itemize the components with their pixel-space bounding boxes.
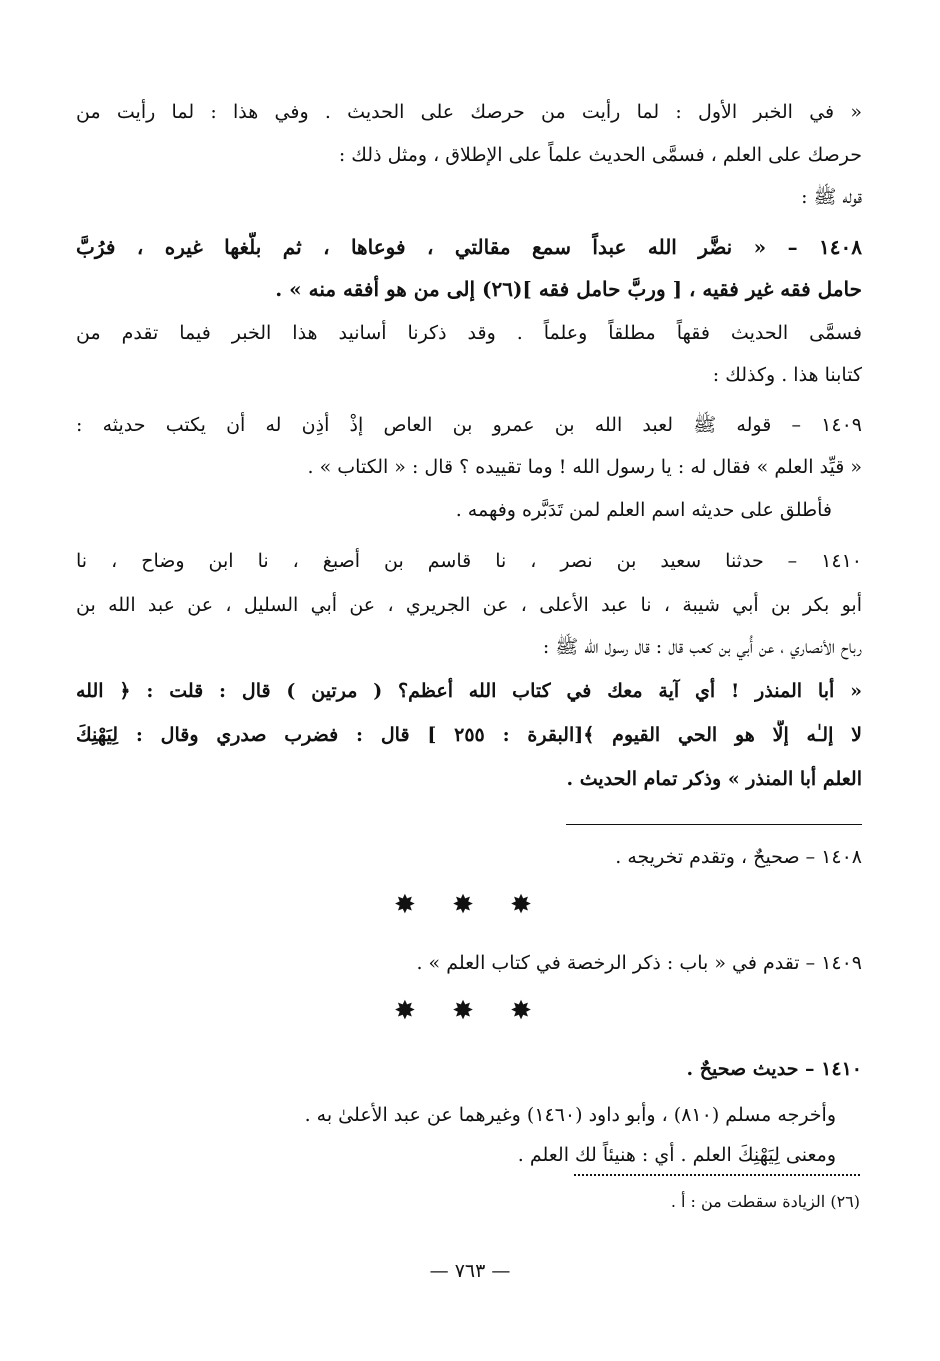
stars-separator: ✸ ✸ ✸ [394, 890, 546, 920]
hadith-1410-line: لا إلـٰه إلَّا هو الحي القيوم ﴾[البقرة : ٢٥٥ ] قال : فضرب صدري وقال : لِيَهْنِكَ [76, 724, 862, 746]
hadith-1408-line: حامل فقه غير فقيه ، [ وربَّ حامل فقه ](٢٦) إلى من هو أفقه منه » . [275, 277, 862, 301]
hadith-1408-line: ١٤٠٨ – « نضَّر الله عبداً سمع مقالتي ، فوعاها ، ثم بلَّغها غيره ، فرُبَّ [76, 235, 862, 259]
footnote-divider [574, 1174, 860, 1176]
hadith-1410-line: « أبا المنذر ! أي آية معك في كتاب الله أعظم؟ ( مرتين ) قال : قلت : ﴿ الله [76, 680, 862, 702]
hadith-1410-line: رباح الأنصاري ، عن أُبي بن كعب قال : قال رسول الله ﷺ : [542, 636, 862, 658]
note-1408: ١٤٠٨ – صحيحٌ ، وتقدم تخريجه . [615, 846, 862, 868]
footnote: (٢٦) الزيادة سقطت من : أ . [670, 1192, 860, 1211]
section-divider [566, 824, 862, 825]
hadith-1409-line: « قيِّد العلم » فقال له : يا رسول الله ! وما تقييده ؟ قال : « الكتاب » . [307, 456, 862, 478]
text-line: فأطلق على حديثه اسم العلم لمن تَدَبَّره وفهمه . [455, 499, 832, 521]
text-line: حرصك على العلم ، فسمَّى الحديث علماً على الإطلاق ، ومثل ذلك : [338, 144, 862, 166]
hadith-1410-line: العلم أبا المنذر » وذكر تمام الحديث . [566, 768, 862, 790]
note-1410-line: ومعنى لِيَهْنِكَ العلم . أي : هنيئاً لك العلم . [517, 1144, 836, 1166]
stars-separator: ✸ ✸ ✸ [394, 996, 546, 1026]
note-1410-line: وأخرجه مسلم (٨١٠) ، وأبو داود (١٤٦٠) وغيرهما عن عبد الأعلىٰ به . [304, 1104, 836, 1126]
hadith-1410-line: ١٤١٠ – حدثنا سعيد بن نصر ، نا قاسم بن أصبغ ، نا ابن وضاح ، نا [76, 550, 862, 572]
text-line: قوله ﷺ : [801, 186, 862, 208]
hadith-1410-line: أبو بكر بن أبي شيبة ، نا عبد الأعلى ، عن الجريري ، عن أبي السليل ، عن عبد الله بن [76, 594, 862, 616]
text-line: « في الخبر الأول : لما رأيت من حرصك على الحديث . وفي هذا : لما رأيت من [76, 101, 862, 123]
text-line: فسمَّى الحديث فقهاً مطلقاً وعلماً . وقد ذكرنا أسانيد هذا الخبر فيما تقدم من [76, 322, 862, 344]
note-1410-title: ١٤١٠ – حديث صحيحٌ . [686, 1058, 862, 1080]
text-line: كتابنا هذا . وكذلك : [712, 364, 862, 386]
hadith-1409-line: ١٤٠٩ – قوله ﷺ لعبد الله بن عمرو بن العاص إذْ أذِن له أن يكتب حديثه : [76, 414, 862, 436]
page-number: — ٧٦٣ — [429, 1260, 511, 1282]
note-1409: ١٤٠٩ – تقدم في « باب : ذكر الرخصة في كتاب العلم » . [416, 952, 862, 974]
